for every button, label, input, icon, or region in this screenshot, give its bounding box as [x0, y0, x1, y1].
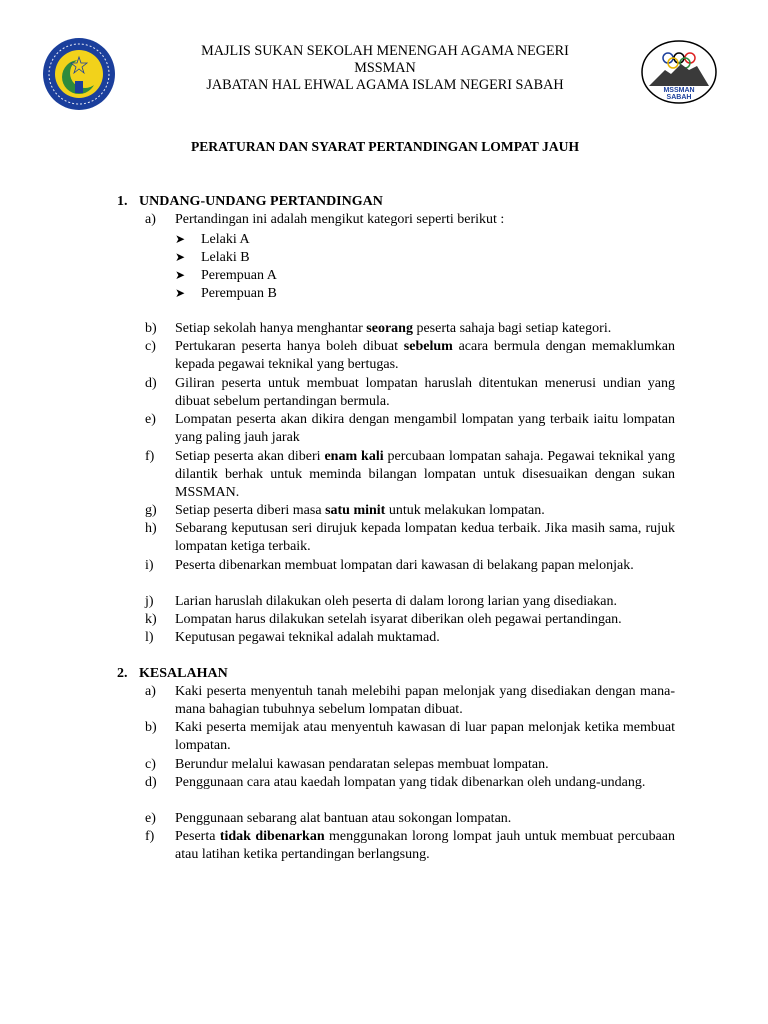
list-item: k) Lompatan harus dilakukan setelah isyarat diberikan oleh pegawai pertandingan. [145, 612, 622, 627]
arrow-bullet-icon: ➤ [175, 268, 186, 282]
document-title: PERATURAN DAN SYARAT PERTANDINGAN LOMPAT JAUH [190, 139, 580, 154]
category-bullet: ➤ Perempuan A [175, 268, 277, 283]
list-item: d) Giliran peserta untuk membuat lompatan haruslah ditentukan menerusi undian yang dibuat sebelum pertandingan bermula. [145, 376, 675, 410]
item-text: Pertandingan ini adalah mengikut kategori seperti berikut : [175, 212, 505, 227]
list-item: b) Kaki peserta memijak atau menyentuh kawasan di luar papan melonjak ketika membuat lompatan. [145, 720, 675, 754]
section-title: UNDANG-UNDANG PERTANDINGAN [139, 194, 383, 209]
section-number: 2. [117, 666, 128, 681]
category-bullet: ➤ Perempuan B [175, 286, 277, 301]
logo-text-sabah: SABAH [666, 94, 692, 101]
category-bullet: ➤ Lelaki A [175, 232, 250, 247]
list-item: l) Keputusan pegawai teknikal adalah muktamad. [145, 630, 440, 645]
jheains-emblem-logo [42, 37, 116, 111]
list-item: c) Berundur melalui kawasan pendaratan selepas membuat lompatan. [145, 757, 549, 772]
list-item: h) Sebarang keputusan seri dirujuk kepada lompatan kedua terbaik. Jika masih sama, rujuk lompatan ketiga terbaik. [145, 521, 675, 555]
header-org-line-1: MAJLIS SUKAN SEKOLAH MENENGAH AGAMA NEGERI [201, 43, 569, 59]
list-item [145, 211, 675, 229]
arrow-bullet-icon: ➤ [175, 232, 186, 246]
list-item: e) Lompatan peserta akan dikira dengan mengambil lompatan yang terbaik iaitu lompatan yang paling jauh jarak [145, 412, 675, 446]
list-item: g) Setiap peserta diberi masa satu minit untuk melakukan lompatan. [145, 503, 545, 518]
list-item: e) Penggunaan sebarang alat bantuan atau sokongan lompatan. [145, 811, 512, 826]
section-number: 1. [117, 194, 128, 209]
list-item: b) Setiap sekolah hanya menghantar seorang peserta sahaja bagi setiap kategori. [145, 321, 612, 336]
list-item: d) Penggunaan cara atau kaedah lompatan yang tidak dibenarkan oleh undang-undang. [145, 775, 646, 790]
header-org-line-3: JABATAN HAL EHWAL AGAMA ISLAM NEGERI SABAH [206, 77, 564, 93]
logo-text-mssman: MSSMAN [663, 87, 695, 94]
section-title: KESALAHAN [139, 666, 228, 681]
mssman-sabah-logo [641, 40, 717, 104]
list-item: i) Peserta dibenarkan membuat lompatan dari kawasan di belakang papan melonjak. [145, 558, 634, 573]
header-org-line-2: MSSMAN [354, 60, 416, 76]
arrow-bullet-icon: ➤ [175, 286, 186, 300]
item-label: a) [145, 212, 156, 227]
section-1-heading [117, 193, 383, 211]
list-item: c) Pertukaran peserta hanya boleh dibuat sebelum acara bermula dengan memaklumkan kepada pegawai teknikal yang bertugas. [145, 339, 675, 373]
list-item: a) Kaki peserta menyentuh tanah melebihi papan melonjak yang disediakan dengan mana-mana bahagian tubuhnya sebelum lompatan dibuat. [145, 684, 675, 718]
arrow-bullet-icon: ➤ [175, 250, 186, 264]
list-item: f) Peserta tidak dibenarkan menggunakan lorong lompat jauh untuk membuat percubaan atau latihan ketika pertandingan berlangsung. [145, 829, 676, 863]
category-bullet: ➤ Lelaki B [175, 250, 250, 265]
list-item: j) Larian haruslah dilakukan oleh peserta di dalam lorong larian yang disediakan. [145, 594, 618, 609]
section-2-heading [117, 665, 228, 683]
list-item: f) Setiap peserta akan diberi enam kali percubaan lompatan sahaja. Pegawai teknikal yang dilantik berhak untuk meminda bilangan lompatan untuk disesuaikan dengan sukan MSSMAN. [145, 449, 675, 501]
